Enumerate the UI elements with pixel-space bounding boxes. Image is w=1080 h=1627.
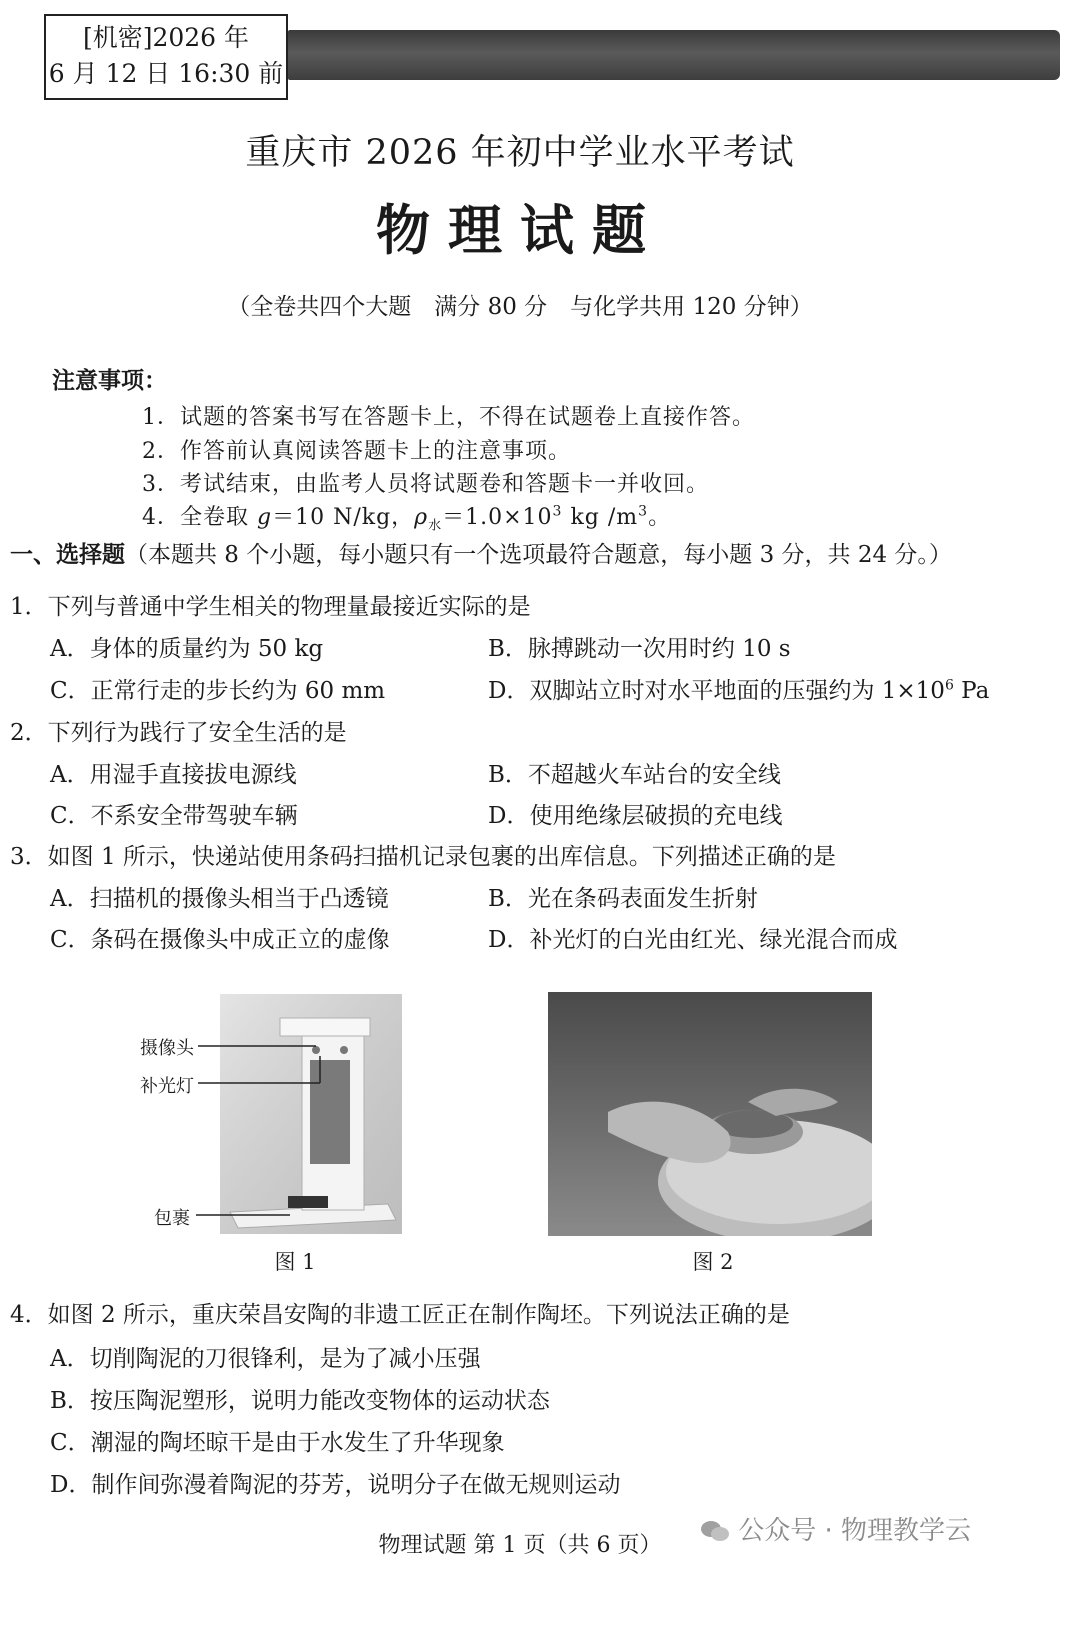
figure-1-label-package: 包裹 (154, 1208, 190, 1229)
redaction-bar (288, 30, 1060, 80)
figure-1-scanner-image (130, 990, 420, 1240)
confidential-box (44, 14, 288, 100)
note-item: 2．作答前认真阅读答题卡上的注意事项。 (142, 439, 571, 464)
question-2-option-b: B．不超越火车站台的安全线 (488, 762, 781, 788)
figure-2-pottery-image (548, 992, 872, 1236)
note-item: 1．试题的答案书写在答题卡上，不得在试题卷上直接作答。 (142, 405, 755, 430)
question-2-stem: 2．下列行为践行了安全生活的是 (10, 720, 347, 746)
subject-title: 物理试题 (376, 198, 664, 262)
question-4-option-d: D．制作间弥漫着陶泥的芬芳，说明分子在做无规则运动 (50, 1472, 621, 1498)
exam-name: 重庆市 2026 年初中学业水平考试 (245, 133, 795, 173)
confidential-line-2: 6 月 12 日 16:30 前 (48, 59, 284, 88)
figure-1-label-camera: 摄像头 (140, 1038, 194, 1059)
confidential-line-1: [机密]2026 年 (82, 23, 250, 52)
question-3-stem: 3．如图 1 所示，快递站使用条码扫描机记录包裹的出库信息。下列描述正确的是 (10, 844, 836, 870)
question-2-option-a: A．用湿手直接拔电源线 (50, 762, 297, 788)
question-3-option-b: B．光在条码表面发生折射 (488, 886, 758, 912)
figure-1-label-light: 补光灯 (140, 1076, 194, 1097)
note-item-constants: 4．全卷取 g＝10 N/kg，$\rho_水=1.0\times 10^3$ kg $/m^3$。 (142, 503, 672, 534)
question-3-option-a: A．扫描机的摄像头相当于凸透镜 (50, 886, 389, 912)
question-3-option-d: D．补光灯的白光由红光、绿光混合而成 (488, 927, 898, 953)
exam-subtitle: （全卷共四个大题 满分 80 分 与化学共用 120 分钟） (227, 294, 813, 320)
section-heading: 一、选择题（本题共 8 个小题，每小题只有一个选项最符合题意，每小题 3 分，共 24 分。） (10, 541, 952, 568)
question-4-option-c: C．潮湿的陶坯晾干是由于水发生了升华现象 (50, 1430, 505, 1456)
question-4-stem: 4．如图 2 所示，重庆荣昌安陶的非遗工匠正在制作陶坯。下列说法正确的是 (10, 1302, 790, 1328)
question-1-option-a: A．身体的质量约为 50 kg (50, 636, 324, 662)
page-footer: 物理试题 第 1 页（共 6 页） (378, 1533, 662, 1558)
watermark: 公众号 · 物理教学云 (700, 1510, 971, 1547)
question-3-option-c: C．条码在摄像头中成正立的虚像 (50, 927, 390, 953)
figure-2-caption: 图 2 (692, 1250, 734, 1274)
question-2-option-c: C．不系安全带驾驶车辆 (50, 803, 298, 829)
question-1-stem: 1．下列与普通中学生相关的物理量最接近实际的是 (10, 594, 531, 620)
question-1-option-b: B．脉搏跳动一次用时约 10 s (488, 636, 791, 662)
notes-title: 注意事项： (52, 367, 167, 394)
question-4-option-b: B．按压陶泥塑形，说明力能改变物体的运动状态 (50, 1388, 550, 1414)
note-item: 3．考试结束，由监考人员将试题卷和答题卡一并收回。 (142, 472, 709, 497)
question-1-option-c: C．正常行走的步长约为 60 mm (50, 678, 386, 704)
figure-1-caption: 图 1 (274, 1250, 316, 1274)
question-1-option-d: D．双脚站立时对水平地面的压强约为 $1\times 10^6$ Pa (488, 677, 990, 704)
question-2-option-d: D．使用绝缘层破损的充电线 (488, 803, 783, 829)
question-4-option-a: A．切削陶泥的刀很锋利，是为了减小压强 (50, 1346, 481, 1372)
